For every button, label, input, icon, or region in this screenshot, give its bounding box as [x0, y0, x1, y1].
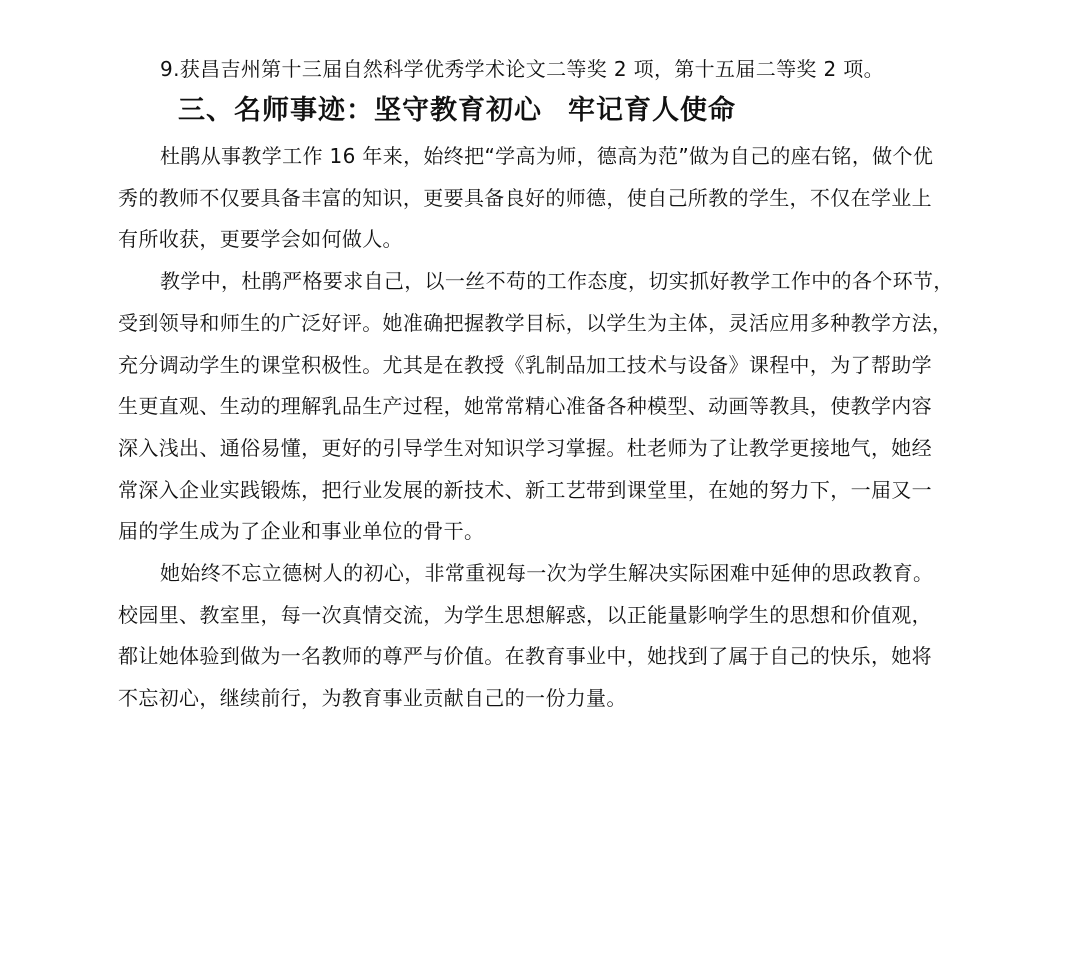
paragraph-line: 充分调动学生的课堂积极性。尤其是在教授《乳制品加工技术与设备》课程中，为了帮助学: [118, 352, 932, 377]
paragraph-line: 秀的教师不仅要具备丰富的知识，更要具备良好的师德，使自己所教的学生，不仅在学业上: [118, 185, 932, 210]
paragraph-line: 都让她体验到做为一名教师的尊严与价值。在教育事业中，她找到了属于自己的快乐，她将: [118, 644, 932, 669]
award-item-9: 9.获昌吉州第十三届自然科学优秀学术论文二等奖 2 项，第十五届二等奖 2 项。: [160, 57, 884, 81]
section-heading-part1: 三、名师事迹：坚守教育初心: [178, 95, 542, 126]
paragraph-line: 有所收获，更要学会如何做人。: [118, 227, 403, 252]
section-heading-part2: 牢记育人使命: [568, 95, 736, 126]
paragraph-1: [118, 136, 960, 261]
paragraph-2: [118, 261, 960, 553]
paragraph-line: 受到领导和师生的广泛好评。她准确把握教学目标，以学生为主体，灵活应用多种教学方法，: [118, 310, 953, 335]
section-heading: [118, 86, 960, 136]
paragraph-line: 深入浅出、通俗易懂，更好的引导学生对知识学习掌握。杜老师为了让教学更接地气，她经: [118, 435, 932, 460]
paragraph-3: [118, 553, 960, 720]
paragraph-line: 她始终不忘立德树人的初心，非常重视每一次为学生解决实际困难中延伸的思政教育。: [160, 561, 934, 586]
paragraph-line: 杜鹃从事教学工作 16 年来，始终把“学高为师，德高为范”做为自己的座右铭，做个优: [160, 144, 934, 168]
paragraph-line: 教学中，杜鹃严格要求自己，以一丝不苟的工作态度，切实抓好教学工作中的各个环节，: [160, 269, 954, 294]
paragraph-line: 不忘初心，继续前行，为教育事业贡献自己的一份力量。: [118, 686, 627, 711]
paragraph-line: 常深入企业实践锻炼，把行业发展的新技术、新工艺带到课堂里，在她的努力下，一届又一: [118, 477, 932, 502]
document-page: [118, 52, 960, 720]
paragraph-line: 届的学生成为了企业和事业单位的骨干。: [118, 519, 485, 544]
paragraph-line: 生更直观、生动的理解乳品生产过程，她常常精心准备各种模型、动画等教具，使教学内容: [118, 394, 932, 419]
paragraph-line: 校园里、教室里，每一次真情交流，为学生思想解惑，以正能量影响学生的思想和价值观，: [118, 602, 932, 627]
